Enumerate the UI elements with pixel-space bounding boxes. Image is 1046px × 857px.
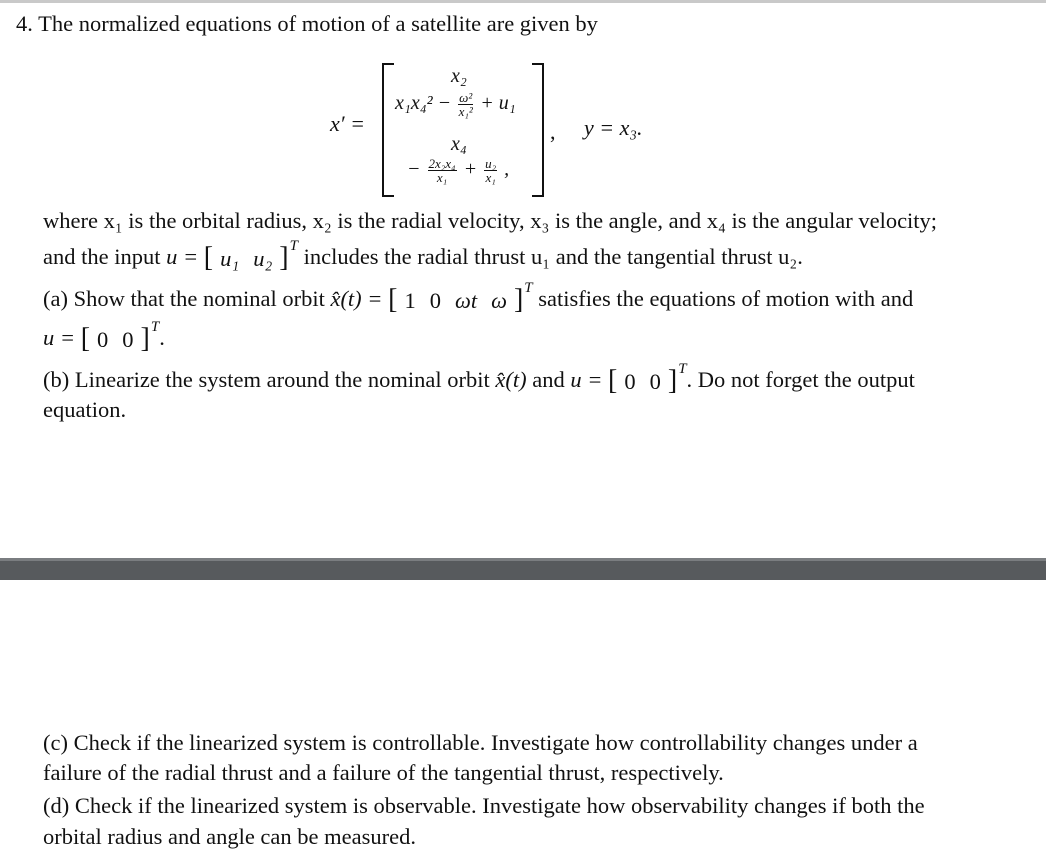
row2-frac-den: x₁² (458, 104, 473, 119)
orbit-vector-2: 0 (429, 287, 441, 313)
part-b-line-1 (43, 361, 915, 397)
part-b-u-2: 0 (649, 368, 661, 394)
row4-plus: + (463, 158, 478, 181)
part-a-line-1 (43, 280, 914, 316)
output-equation: y = x₃. (584, 115, 643, 140)
part-a-u-open-bracket: [ (80, 323, 91, 354)
input-vector-open-bracket: [ (203, 242, 214, 273)
part-c-line-2: failure of the radial thrust and a failure of the tangential thrust, respectively. (43, 760, 724, 785)
row4-frac1-den: x₁ (436, 170, 448, 185)
orbit-transpose: T (524, 280, 533, 296)
matrix-row-4 (407, 157, 509, 184)
row2-term-a: x₁x₄² − (395, 92, 452, 115)
page-break-blank (0, 580, 1046, 725)
part-b-u-open-bracket: [ (608, 365, 618, 396)
row2-frac-num: ω² (459, 90, 473, 105)
part-a-u-transpose: T (150, 319, 160, 335)
part-a-period: . (159, 325, 165, 350)
part-a-text-b: satisfies the equations of motion with and (538, 286, 914, 311)
problem-number: 4. (16, 11, 33, 36)
row4-minus: − (407, 158, 421, 181)
part-a-line-2 (43, 319, 165, 355)
part-a-u-label: u = (43, 325, 76, 350)
orbit-vector-open-bracket: [ (388, 284, 398, 315)
row4-fraction-1 (428, 157, 457, 184)
part-a-u-2: 0 (122, 326, 134, 352)
row4-comma: , (504, 158, 510, 181)
part-a-xhat: x̂(t) = (330, 286, 383, 311)
row2-fraction (458, 91, 473, 118)
paragraph-line-2 (43, 238, 803, 274)
input-intro: and the input (43, 244, 161, 269)
input-vector-u1: u₁ (220, 245, 240, 271)
part-b-u-close-bracket: ] (667, 365, 678, 396)
matrix-row-1: x₂ (451, 65, 467, 87)
problem-intro: The normalized equations of motion of a satellite are given by (38, 11, 598, 36)
paragraph-line-1: where x₁ is the orbital radius, x₂ is the radial velocity, x₃ is the angle, and x₄ is the angular velocity; (43, 208, 938, 233)
orbit-vector (397, 287, 514, 315)
row4-fraction-2 (484, 157, 497, 184)
part-a-text-a: (a) Show that the nominal orbit (43, 286, 325, 311)
row4-frac2-num: u₂ (485, 156, 497, 171)
row4-frac1-num: 2x₂x₄ (428, 156, 456, 171)
orbit-vector-1: 1 (404, 287, 416, 313)
row2-term-b: + u₁ (480, 92, 516, 115)
input-vector-close-bracket: ] (279, 242, 289, 273)
input-vector-u2: u₂ (253, 245, 273, 271)
part-b-line-2: equation. (43, 397, 127, 422)
part-d-line-2: orbital radius and angle can be measured. (43, 824, 416, 849)
part-d-line-1: (d) Check if the linearized system is observable. Investigate how observability changes if both the (43, 793, 925, 818)
equation-separator: , (550, 119, 556, 144)
orbit-vector-3: ωt (454, 287, 478, 313)
part-b-u-transpose: T (678, 361, 687, 377)
input-description: includes the radial thrust u₁ and the tangential thrust u₂. (303, 244, 803, 269)
input-u-label: u = (166, 244, 199, 269)
row4-frac2-den: x₁ (485, 170, 496, 185)
matrix-row-3: x₄ (451, 133, 467, 155)
input-vector (213, 245, 279, 273)
part-b-text-a: (b) Linearize the system around the nominal orbit (43, 367, 490, 392)
matrix-left-bracket (382, 63, 394, 197)
input-transpose: T (289, 238, 298, 254)
equation-lhs: x′ = (330, 111, 365, 136)
part-b-xhat: x̂(t) (495, 367, 527, 392)
part-a-u-vector (90, 326, 141, 354)
problem-intro-line (16, 10, 598, 38)
top-divider (0, 0, 1046, 3)
equation-of-motion (0, 55, 1046, 195)
part-b-u-vector (617, 368, 668, 396)
part-b-u-1: 0 (624, 368, 636, 394)
part-c-line-1: (c) Check if the linearized system is controllable. Investigate how controllability changes under a (43, 730, 918, 755)
part-b-and: and (532, 367, 565, 392)
orbit-vector-close-bracket: ] (513, 284, 524, 315)
matrix-row-2 (395, 91, 516, 118)
part-b-u-label: u = (570, 367, 603, 392)
part-a-u-close-bracket: ] (140, 323, 150, 354)
part-b-text-b: . Do not forget the output (686, 367, 915, 392)
part-a-u-1: 0 (97, 326, 109, 352)
orbit-vector-4: ω (491, 287, 507, 313)
matrix-right-bracket (532, 63, 544, 197)
